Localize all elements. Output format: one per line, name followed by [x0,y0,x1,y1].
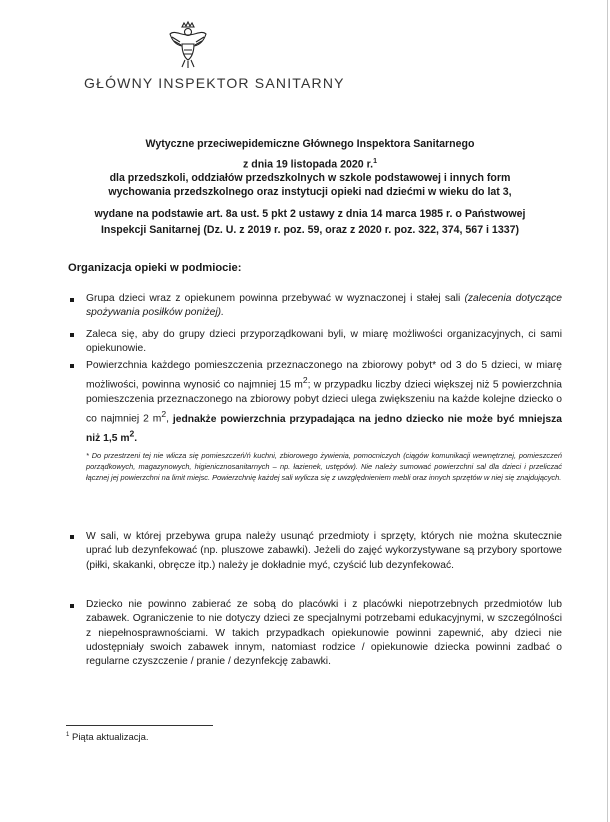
footnote-note: * Do przestrzeni tej nie wlicza się pomieszczeń/ń kuchni, zbiorowego żywienia, pomocniczych (ciągów komunikacji wewnętrznej, pomieszczeń porządkowych, magazynowych, higienicznosanitarnych – np. łazienek, ustępów). Nie należy sumować powierzchni sal dla dzieci i przeliczać łącznej jej powierzchni na limit miejsc. Powierzchnię każdej sali wylicza się z uwzględnieniem mebli oraz innych sprzętów w niej się znajdujących. [86,451,562,482]
bullet-marker [70,333,74,337]
list-item [86,292,562,321]
legal-basis-line1: wydane na podstawie art. 8a ust. 5 pkt 2 ustawy z dnia 14 marca 1985 r. o Państwowej [94,208,526,220]
document-date [60,155,560,172]
item-text: W sali, w której przebywa grupa należy usunąć przedmioty i sprzęty, których nie można skutecznie uprać lub dezynfekować (np. pluszowe zabawki). Jeżeli do zajęć wykorzystywane są przybory sportowe (piłki, skakanki, obręcze itp.) należy je dokładnie myć, czyścić lub dezynfekować. [86,531,562,571]
polish-eagle-emblem [166,20,210,70]
bullet-marker [70,298,74,302]
list-item [86,359,562,447]
item-text: Grupa dzieci wraz z opiekunem powinna przebywać w wyznaczonej i stałej sali [86,293,465,304]
bullet-marker [70,535,74,539]
footnote-separator [66,725,213,726]
item-text: , [166,413,173,425]
superscript: 2 [302,375,308,386]
date-text: z dnia 19 listopada 2020 r. [242,158,374,171]
superscript: 2 [161,409,167,420]
bullet-marker [70,364,74,368]
item-text: Powierzchnia każdego pomieszczenia przeznaczonego na zbiorowy pobyt* od 3 do 5 dzieci, w miarę możliwości, powinna wynosić co najmniej 15 m [86,360,562,391]
bold-end: . [134,433,138,445]
legal-basis-line2: Inspekcji Sanitarnej (Dz. U. z 2019 r. poz. 59, oraz z 2020 r. poz. 322, 374, 567 i 1337) [100,224,520,236]
list-item [86,328,562,357]
list-item [86,598,562,669]
institution-name: GŁÓWNY INSPEKTOR SANITARNY [84,75,345,91]
bold-clause: jednakże powierzchnia przypadająca na jedno dziecko nie może być mniejsza niż 1,5 m [86,413,562,445]
list-item [86,530,562,573]
superscript: 2 [129,429,135,440]
footnote [66,732,149,743]
bullet-marker [70,604,74,608]
item-italic-note: (zalecenia dotyczące spożywania posiłków poniżej). [86,293,562,319]
item-text: Zaleca się, aby do grupy dzieci przyporządkowani byli, w miarę możliwości organizacyjnych, ci sami opiekunowie. [86,329,562,355]
footnote-ref: 1 [373,158,378,165]
item-text: Dziecko nie powinno zabierać ze sobą do placówki i z placówki niepotrzebnych przedmiotów lub zabawek. Ograniczenie to nie dotyczy dzieci ze specjalnymi potrzebami edukacyjnymi, w szczególności z niepełnosprawnościami. W takich przypadkach opiekunowie powinni zapewnić, aby dzieci nie udostępniały swoich zabawek innym, natomiast rodzice / opiekunowie dziecka powinni zadbać o regularne czyszczenie / pranie / dezynfekcję zabawki. [86,599,562,668]
document-scope-line2: wychowania przedszkolnego oraz instytucji opieki nad dziećmi w wieku do lat 3, [108,186,512,198]
item-text: ; w przypadku liczby dzieci większej niż 5 powierzchnia pomieszczenia przeznaczonego na zbiorowy pobyt dzieci ulega zwiększeniu na każde kolejne dziecko o co najmniej 2 m [86,379,562,425]
footnote-text: Piąta aktualizacja. [69,732,149,744]
page-edge [607,0,608,822]
section-heading: Organizacja opieki w podmiocie: [68,262,242,274]
document-title: Wytyczne przeciwepidemiczne Głównego Inspektora Sanitarnego [145,138,475,150]
footnote-marker: 1 [66,732,70,738]
document-scope-line1: dla przedszkoli, oddziałów przedszkolnych w szkole podstawowej i innych form [109,172,511,184]
